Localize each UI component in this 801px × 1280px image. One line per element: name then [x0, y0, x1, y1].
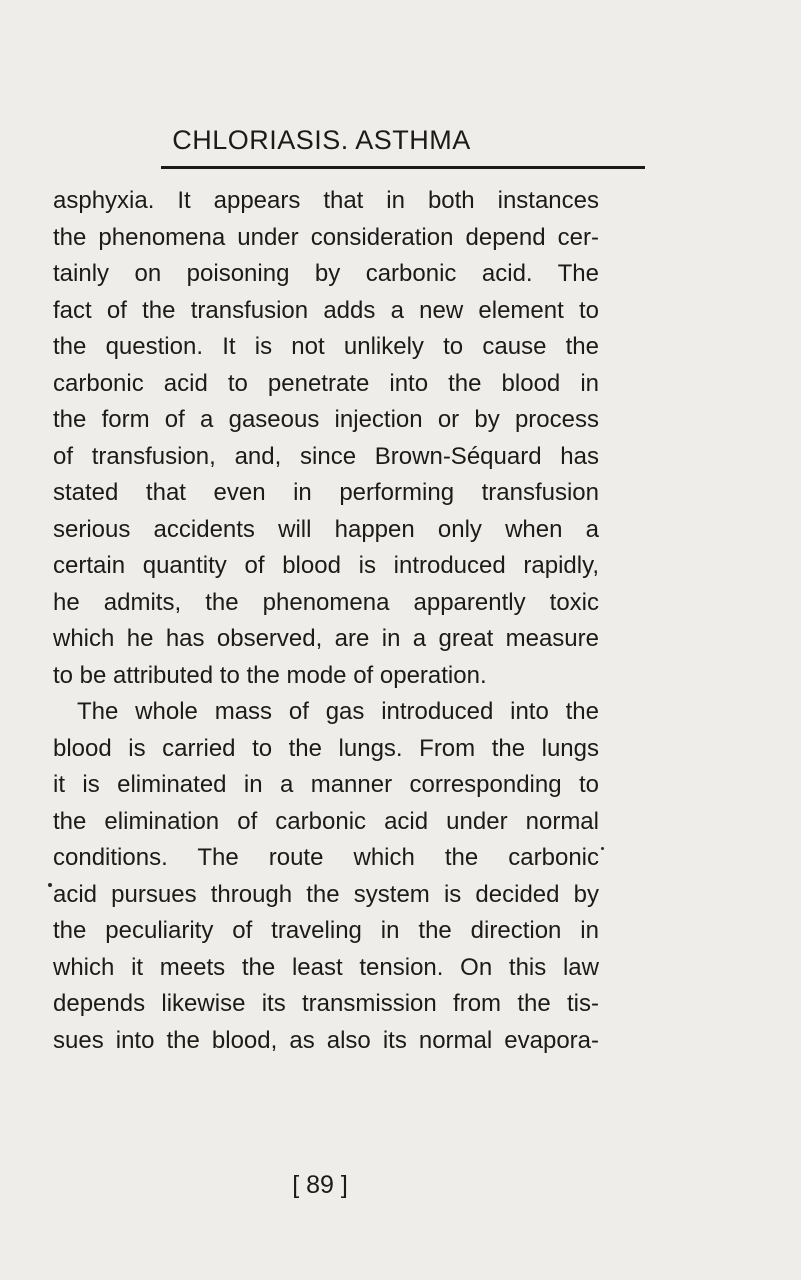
- text-line: carbonic acid to penetrate into the blood in: [53, 369, 599, 397]
- ink-speck: [48, 883, 52, 887]
- text-line: the question. It is not unlikely to cause the: [53, 333, 599, 360]
- text-line: The whole mass of gas introduced into the: [77, 698, 599, 725]
- text-line: the phenomena under consideration depend cer-: [53, 223, 599, 251]
- text-line: serious accidents will happen only when a: [53, 515, 599, 543]
- page-number: [ 89 ]: [292, 1171, 348, 1199]
- text-line: the form of a gaseous injection or by process: [53, 406, 599, 433]
- text-line: which he has observed, are in a great measure: [53, 625, 599, 652]
- text-line: blood is carried to the lungs. From the lungs: [53, 734, 599, 762]
- text-line: stated that even in performing transfusion: [53, 479, 599, 506]
- text-line: tainly on poisoning by carbonic acid. The: [53, 260, 599, 287]
- text-line: he admits, the phenomena apparently toxic: [53, 588, 599, 616]
- text-line: to be attributed to the mode of operation.: [53, 661, 487, 689]
- text-line: of transfusion, and, since Brown-Séquard has: [53, 442, 599, 470]
- body-text: [53, 183, 599, 1059]
- text-line: conditions. The route which the carbonic: [53, 844, 599, 871]
- text-line: the elimination of carbonic acid under normal: [53, 807, 599, 835]
- header-rule: [161, 166, 645, 169]
- text-line: which it meets the least tension. On this law: [53, 953, 599, 981]
- text-line: fact of the transfusion adds a new element to: [53, 296, 599, 324]
- text-line: asphyxia. It appears that in both instances: [53, 187, 599, 214]
- text-line: depends likewise its transmission from the tis-: [53, 990, 599, 1017]
- ink-speck: [601, 847, 604, 850]
- text-line: the peculiarity of traveling in the direction in: [53, 917, 599, 944]
- text-line: acid pursues through the system is decided by: [53, 880, 599, 908]
- running-head: CHLORIASIS. ASTHMA: [172, 125, 471, 155]
- text-line: sues into the blood, as also its normal evapora-: [53, 1026, 599, 1054]
- text-line: certain quantity of blood is introduced rapidly,: [53, 552, 599, 579]
- text-line: it is eliminated in a manner corresponding to: [53, 771, 599, 798]
